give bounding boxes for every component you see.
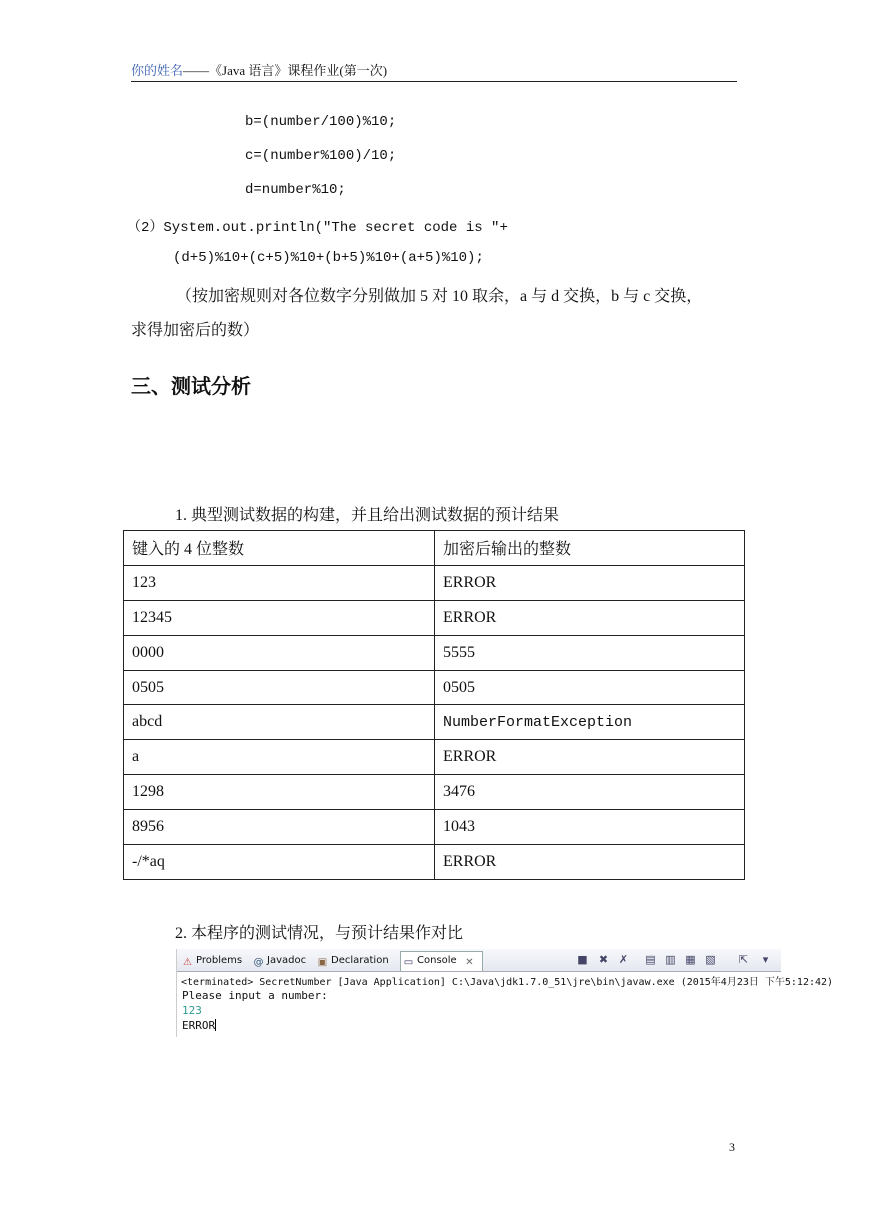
scroll-lock-icon[interactable]: ▥ (665, 953, 676, 966)
display-selected-console-icon[interactable]: ▾ (762, 953, 769, 966)
table-row (124, 775, 745, 810)
table-cell: 0000 (124, 635, 435, 670)
table-cell: 3476 (435, 775, 745, 810)
author-name: 你的姓名 (131, 63, 184, 78)
table-cell: 0505 (435, 670, 745, 705)
page-header (131, 62, 737, 82)
code-step2-line2: (d+5)%10+(c+5)%10+(b+5)%10+(a+5)%10); (173, 250, 484, 266)
close-icon[interactable]: ✕ (465, 957, 474, 968)
table-header-cell: 加密后输出的整数 (435, 531, 745, 566)
javadoc-icon: @ (253, 957, 264, 968)
tab-javadoc[interactable] (251, 952, 306, 969)
table-cell: 8956 (124, 810, 435, 845)
table-row (124, 705, 745, 740)
table-cell: 5555 (435, 635, 745, 670)
table-row (124, 670, 745, 705)
table-cell: a (124, 740, 435, 775)
code-step2-line1: （2）System.out.println("The secret code is "+ (127, 220, 508, 236)
table-row (124, 845, 745, 880)
table-header-row (124, 531, 745, 566)
course-title: ——《Java 语言》课程作业(第一次) (183, 63, 388, 78)
code-line-b: b=(number/100)%10; (245, 114, 397, 130)
table-cell: ERROR (435, 565, 745, 600)
declaration-icon: ▣ (317, 957, 328, 968)
console-status-line: <terminated> SecretNumber [Java Application] C:\Java\jdk1.7.0_51\jre\bin\javaw.exe (2015年4月23日 下午5:12:42) (181, 977, 834, 988)
console-screenshot (176, 949, 834, 1037)
tab-label: Console (417, 955, 457, 966)
item1-heading: 1. 典型测试数据的构建，并且给出测试数据的预计结果 (175, 507, 560, 524)
code-line-d: d=number%10; (245, 182, 346, 198)
table-cell: 123 (124, 565, 435, 600)
remove-launch-icon[interactable]: ✖ (598, 953, 609, 966)
problems-icon: ⚠ (183, 957, 192, 968)
remove-all-icon[interactable]: ✗ (618, 953, 629, 966)
table-row (124, 565, 745, 600)
tab-label: Problems (196, 955, 243, 966)
tab-declaration[interactable] (315, 952, 389, 969)
terminate-icon[interactable]: ■ (577, 953, 588, 966)
explanation-line2: 求得加密后的数） (131, 322, 260, 339)
table-row (124, 635, 745, 670)
section-title: 三、测试分析 (131, 374, 251, 398)
table-cell: abcd (124, 705, 435, 740)
console-icon: ▭ (403, 957, 414, 968)
item2-heading: 2. 本程序的测试情况，与预计结果作对比 (175, 925, 464, 942)
table-cell: 1043 (435, 810, 745, 845)
console-tab-bar (177, 949, 781, 972)
tab-problems[interactable] (180, 952, 242, 969)
test-data-table (123, 530, 745, 880)
word-wrap-icon[interactable]: ▦ (685, 953, 696, 966)
tab-console[interactable] (400, 951, 483, 971)
console-output (182, 1019, 216, 1032)
table-cell: ERROR (435, 740, 745, 775)
table-cell: ERROR (435, 845, 745, 880)
table-row (124, 600, 745, 635)
table-cell: 12345 (124, 600, 435, 635)
show-on-output-icon[interactable]: ▧ (705, 953, 716, 966)
clear-console-icon[interactable]: ▤ (645, 953, 656, 966)
table-cell: ERROR (435, 600, 745, 635)
explanation-line1: （按加密规则对各位数字分别做加 5 对 10 取余，a 与 d 交换，b 与 c 交换， (176, 288, 703, 305)
console-input: 123 (182, 1004, 202, 1017)
tab-label: Declaration (331, 955, 389, 966)
table-row (124, 740, 745, 775)
table-header-cell: 键入的 4 位整数 (124, 531, 435, 566)
table-cell: NumberFormatException (435, 705, 745, 740)
tab-label: Javadoc (267, 955, 307, 966)
code-line-c: c=(number%100)/10; (245, 148, 397, 164)
console-output-text: ERROR (182, 1019, 216, 1032)
table-row (124, 810, 745, 845)
table-cell: 1298 (124, 775, 435, 810)
pin-console-icon[interactable]: ⇱ (738, 953, 749, 966)
table-cell: 0505 (124, 670, 435, 705)
page-number: 3 (729, 1140, 735, 1154)
text-caret (215, 1019, 216, 1031)
table-cell: -/*aq (124, 845, 435, 880)
console-prompt: Please input a number: (182, 989, 328, 1002)
